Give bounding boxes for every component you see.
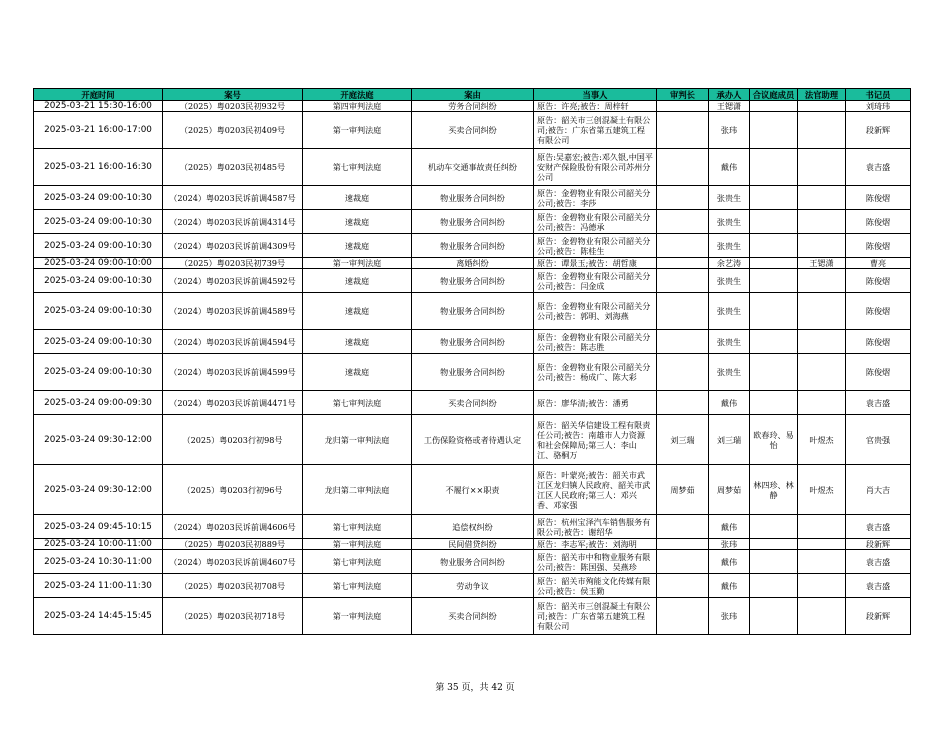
table-row: [34, 330, 911, 354]
cell-chief-judge: [657, 354, 709, 391]
cell-handler: 张玮: [709, 112, 750, 149]
cell-courtroom: 第四审判法庭: [303, 101, 412, 112]
table-row: [34, 515, 911, 539]
cell-chief-judge: [657, 330, 709, 354]
cell-courtroom: 第七审判法庭: [303, 515, 412, 539]
cell-courtroom: 速裁庭: [303, 293, 412, 330]
cell-time: 2025-03-24 09:30-12:00: [34, 465, 163, 515]
table-row: [34, 234, 911, 258]
cell-courtroom: 第一审判法庭: [303, 258, 412, 269]
cell-handler: 戴伟: [709, 515, 750, 539]
cell-case-number: （2025）粤0203民初889号: [163, 539, 303, 550]
cell-case-number: （2025）粤0203行初96号: [163, 465, 303, 515]
cell-parties: 原告:吴嘉宏;被告:邓久银,中国平安财产保险股份有限公司苏州分公司: [534, 149, 657, 186]
cell-clerk: 段新辉: [846, 112, 911, 149]
cell-handler: 余艺涛: [709, 258, 750, 269]
cell-panel: [750, 574, 798, 598]
col-header-clerk: 书记员: [846, 89, 911, 101]
cell-panel: 欧春玲、易怡: [750, 415, 798, 465]
cell-panel: [750, 598, 798, 635]
cell-cause: 物业服务合同纠纷: [412, 293, 534, 330]
table-row: [34, 112, 911, 149]
cell-case-number: （2024）粤0203民诉前调4587号: [163, 186, 303, 210]
cell-time: 2025-03-24 10:30-11:00: [34, 550, 163, 574]
cell-assistant: [798, 598, 846, 635]
cell-parties: 原告：许亮;被告：周梓轩: [534, 101, 657, 112]
col-header-parties: 当事人: [534, 89, 657, 101]
cell-handler: 周梦茹: [709, 465, 750, 515]
cell-panel: [750, 539, 798, 550]
cell-clerk: 段新辉: [846, 539, 911, 550]
cell-parties: 原告：金碧物业有限公司韶关分公司;被告：李莎: [534, 186, 657, 210]
cell-case-number: （2024）粤0203民诉前调4471号: [163, 391, 303, 415]
cell-assistant: [798, 515, 846, 539]
cell-time: 2025-03-21 16:00-17:00: [34, 112, 163, 149]
cell-courtroom: 第七审判法庭: [303, 391, 412, 415]
cell-assistant: [798, 391, 846, 415]
cell-handler: 张玮: [709, 539, 750, 550]
cell-cause: 物业服务合同纠纷: [412, 210, 534, 234]
cell-cause: 物业服务合同纠纷: [412, 354, 534, 391]
cell-cause: 不履行××职责: [412, 465, 534, 515]
cell-panel: 林四珍、林静: [750, 465, 798, 515]
cell-panel: [750, 186, 798, 210]
cell-courtroom: 第一审判法庭: [303, 598, 412, 635]
cell-case-number: （2024）粤0203民诉前调4606号: [163, 515, 303, 539]
cell-handler: 张贵生: [709, 234, 750, 258]
cell-assistant: [798, 330, 846, 354]
cell-time: 2025-03-24 10:00-11:00: [34, 539, 163, 550]
cell-clerk: 袁吉盛: [846, 574, 911, 598]
cell-handler: 戴伟: [709, 149, 750, 186]
cell-courtroom: 第一审判法庭: [303, 112, 412, 149]
cell-clerk: 袁吉盛: [846, 391, 911, 415]
cell-panel: [750, 101, 798, 112]
cell-case-number: （2024）粤0203民诉前调4607号: [163, 550, 303, 574]
cell-cause: 买卖合同纠纷: [412, 598, 534, 635]
cell-clerk: 陈俊熠: [846, 269, 911, 293]
cell-assistant: [798, 101, 846, 112]
cell-chief-judge: [657, 258, 709, 269]
cell-parties: 原告：叶蒙亮;被告：韶关市武江区龙归镇人民政府、韶关市武江区人民政府;第三人：邓兴香、邓家强: [534, 465, 657, 515]
cell-chief-judge: [657, 293, 709, 330]
cell-panel: [750, 149, 798, 186]
table-row: [34, 415, 911, 465]
cell-parties: 原告：杭州宝泽汽车销售服务有限公司;被告：谢绍华: [534, 515, 657, 539]
cell-chief-judge: [657, 539, 709, 550]
table-row: [34, 210, 911, 234]
cell-case-number: （2024）粤0203民诉前调4589号: [163, 293, 303, 330]
cell-clerk: 曹亮: [846, 258, 911, 269]
table-row: [34, 539, 911, 550]
cell-panel: [750, 112, 798, 149]
cell-chief-judge: [657, 101, 709, 112]
cell-assistant: 叶煜杰: [798, 465, 846, 515]
cell-assistant: [798, 293, 846, 330]
cell-time: 2025-03-24 09:00-10:30: [34, 293, 163, 330]
cell-courtroom: 速裁庭: [303, 269, 412, 293]
cell-courtroom: 龙归第二审判法庭: [303, 465, 412, 515]
cell-assistant: [798, 550, 846, 574]
cell-time: 2025-03-24 09:00-10:30: [34, 269, 163, 293]
table-row: [34, 550, 911, 574]
cell-courtroom: 第七审判法庭: [303, 574, 412, 598]
cell-case-number: （2025）粤0203民初708号: [163, 574, 303, 598]
cell-clerk: 陈俊熠: [846, 330, 911, 354]
cell-cause: 买卖合同纠纷: [412, 112, 534, 149]
cell-chief-judge: 刘三瑞: [657, 415, 709, 465]
cell-handler: 王锶潇: [709, 101, 750, 112]
cell-assistant: 叶煜杰: [798, 415, 846, 465]
cell-courtroom: 第一审判法庭: [303, 539, 412, 550]
col-header-courtroom: 开庭法庭: [303, 89, 412, 101]
cell-handler: 张贵生: [709, 293, 750, 330]
cell-handler: 张贵生: [709, 186, 750, 210]
cell-panel: [750, 258, 798, 269]
cell-clerk: 肖大吉: [846, 465, 911, 515]
cell-assistant: [798, 112, 846, 149]
cell-clerk: 陈俊熠: [846, 354, 911, 391]
cell-chief-judge: [657, 515, 709, 539]
cell-case-number: （2025）粤0203民初739号: [163, 258, 303, 269]
cell-handler: 戴伟: [709, 550, 750, 574]
cell-clerk: 袁吉盛: [846, 515, 911, 539]
table-row: [34, 354, 911, 391]
cell-panel: [750, 234, 798, 258]
cell-time: 2025-03-24 09:00-10:00: [34, 258, 163, 269]
cell-time: 2025-03-24 09:00-09:30: [34, 391, 163, 415]
cell-parties: 原告：谭景玉;被告：胡哲康: [534, 258, 657, 269]
cell-parties: 原告：金碧物业有限公司韶关分公司;被告：冯德承: [534, 210, 657, 234]
cell-clerk: 段新辉: [846, 598, 911, 635]
cell-time: 2025-03-24 14:45-15:45: [34, 598, 163, 635]
col-header-assistant: 法官助理: [798, 89, 846, 101]
cell-cause: 民间借贷纠纷: [412, 539, 534, 550]
cell-chief-judge: 周梦茹: [657, 465, 709, 515]
cell-assistant: [798, 149, 846, 186]
col-header-chief-judge: 审判长: [657, 89, 709, 101]
cell-case-number: （2025）粤0203行初98号: [163, 415, 303, 465]
cell-parties: 原告：廖华清;被告：潘勇: [534, 391, 657, 415]
cell-courtroom: 龙归第一审判法庭: [303, 415, 412, 465]
cell-panel: [750, 550, 798, 574]
cell-handler: 戴伟: [709, 574, 750, 598]
cell-assistant: [798, 234, 846, 258]
table-row: [34, 101, 911, 112]
cell-handler: 张贵生: [709, 330, 750, 354]
cell-chief-judge: [657, 391, 709, 415]
col-header-panel: 合议庭成员: [750, 89, 798, 101]
cell-cause: 劳务合同纠纷: [412, 101, 534, 112]
cell-time: 2025-03-24 09:00-10:30: [34, 234, 163, 258]
cell-handler: 张玮: [709, 598, 750, 635]
cell-assistant: [798, 574, 846, 598]
cell-case-number: （2024）粤0203民诉前调4592号: [163, 269, 303, 293]
cell-cause: 机动车交通事故责任纠纷: [412, 149, 534, 186]
table-header-row: [34, 89, 911, 101]
cell-chief-judge: [657, 186, 709, 210]
cell-chief-judge: [657, 574, 709, 598]
cell-chief-judge: [657, 598, 709, 635]
cell-parties: 原告：韶关市中和物业服务有限公司;被告：陈国强、吴燕珍: [534, 550, 657, 574]
cell-panel: [750, 391, 798, 415]
cell-courtroom: 速裁庭: [303, 330, 412, 354]
cell-handler: 张贵生: [709, 354, 750, 391]
cell-chief-judge: [657, 234, 709, 258]
cell-clerk: 陈俊熠: [846, 293, 911, 330]
cell-handler: 张贵生: [709, 269, 750, 293]
cell-case-number: （2024）粤0203民诉前调4599号: [163, 354, 303, 391]
cell-chief-judge: [657, 550, 709, 574]
cell-case-number: （2025）粤0203民初409号: [163, 112, 303, 149]
cell-handler: 刘三瑞: [709, 415, 750, 465]
cell-panel: [750, 210, 798, 234]
cell-assistant: [798, 354, 846, 391]
cell-clerk: 刘琦玮: [846, 101, 911, 112]
table-row: [34, 258, 911, 269]
col-header-cause: 案由: [412, 89, 534, 101]
cell-time: 2025-03-24 09:30-12:00: [34, 415, 163, 465]
cell-panel: [750, 330, 798, 354]
table-row: [34, 269, 911, 293]
cell-time: 2025-03-21 15:30-16:00: [34, 101, 163, 112]
cell-courtroom: 速裁庭: [303, 234, 412, 258]
cell-case-number: （2024）粤0203民诉前调4314号: [163, 210, 303, 234]
cell-case-number: （2025）粤0203民初718号: [163, 598, 303, 635]
cell-parties: 原告：金碧物业有限公司韶关分公司;被告：陈志胜: [534, 330, 657, 354]
cell-courtroom: 速裁庭: [303, 354, 412, 391]
cell-handler: 张贵生: [709, 210, 750, 234]
table-row: [34, 149, 911, 186]
table-row: [34, 186, 911, 210]
cell-cause: 劳动争议: [412, 574, 534, 598]
cell-panel: [750, 269, 798, 293]
cell-time: 2025-03-24 11:00-11:30: [34, 574, 163, 598]
cell-assistant: [798, 539, 846, 550]
cell-clerk: 袁吉盛: [846, 149, 911, 186]
cell-case-number: （2024）粤0203民诉前调4594号: [163, 330, 303, 354]
cell-cause: 物业服务合同纠纷: [412, 269, 534, 293]
cell-panel: [750, 354, 798, 391]
cell-time: 2025-03-24 09:00-10:30: [34, 330, 163, 354]
table-row: [34, 465, 911, 515]
col-header-case-number: 案号: [163, 89, 303, 101]
cell-panel: [750, 515, 798, 539]
cell-cause: 物业服务合同纠纷: [412, 550, 534, 574]
cell-assistant: [798, 269, 846, 293]
cell-chief-judge: [657, 210, 709, 234]
cell-time: 2025-03-24 09:00-10:30: [34, 186, 163, 210]
cell-parties: 原告：韶关市三创混凝土有限公司;被告：广东省第五建筑工程有限公司: [534, 112, 657, 149]
cell-assistant: 王锶潇: [798, 258, 846, 269]
cell-case-number: （2024）粤0203民诉前调4309号: [163, 234, 303, 258]
cell-parties: 原告：金碧物业有限公司韶关分公司;被告：郭明、刘海燕: [534, 293, 657, 330]
col-header-time: 开庭时间: [34, 89, 163, 101]
cell-courtroom: 第七审判法庭: [303, 149, 412, 186]
table-row: [34, 598, 911, 635]
cell-case-number: （2025）粤0203民初485号: [163, 149, 303, 186]
cell-courtroom: 第七审判法庭: [303, 550, 412, 574]
cell-clerk: 陈俊熠: [846, 234, 911, 258]
hearing-schedule-table: [33, 88, 911, 635]
cell-clerk: 陈俊熠: [846, 186, 911, 210]
cell-clerk: 官贵强: [846, 415, 911, 465]
cell-time: 2025-03-24 09:45-10:15: [34, 515, 163, 539]
cell-parties: 原告：李志军;被告：刘海明: [534, 539, 657, 550]
table-row: [34, 391, 911, 415]
cell-chief-judge: [657, 269, 709, 293]
cell-cause: 追偿权纠纷: [412, 515, 534, 539]
cell-cause: 物业服务合同纠纷: [412, 186, 534, 210]
cell-cause: 物业服务合同纠纷: [412, 234, 534, 258]
cell-parties: 原告：韶关市殉能文化传媒有限公司;被告：侯玉勤: [534, 574, 657, 598]
cell-chief-judge: [657, 149, 709, 186]
cell-time: 2025-03-21 16:00-16:30: [34, 149, 163, 186]
cell-cause: 物业服务合同纠纷: [412, 330, 534, 354]
cell-time: 2025-03-24 09:00-10:30: [34, 210, 163, 234]
cell-assistant: [798, 210, 846, 234]
cell-panel: [750, 293, 798, 330]
cell-courtroom: 速裁庭: [303, 186, 412, 210]
cell-courtroom: 速裁庭: [303, 210, 412, 234]
table-row: [34, 293, 911, 330]
hearing-schedule-sheet: [33, 88, 910, 635]
cell-chief-judge: [657, 112, 709, 149]
cell-cause: 工伤保险资格或者待遇认定: [412, 415, 534, 465]
cell-parties: 原告：韶关华信建设工程有限责任公司;被告：南雄市人力资源和社会保障局;第三人：李山江、骆桐万: [534, 415, 657, 465]
cell-cause: 离婚纠纷: [412, 258, 534, 269]
table-row: [34, 574, 911, 598]
cell-clerk: 陈俊熠: [846, 210, 911, 234]
cell-parties: 原告：金碧物业有限公司韶关分公司;被告：闫金成: [534, 269, 657, 293]
cell-cause: 买卖合同纠纷: [412, 391, 534, 415]
cell-time: 2025-03-24 09:00-10:30: [34, 354, 163, 391]
page-footer: 第 35 页，共 42 页: [435, 683, 515, 693]
col-header-handler: 承办人: [709, 89, 750, 101]
cell-assistant: [798, 186, 846, 210]
cell-case-number: （2025）粤0203民初932号: [163, 101, 303, 112]
cell-clerk: 袁吉盛: [846, 550, 911, 574]
cell-parties: 原告：金碧物业有限公司韶关分公司;被告：陈桂生: [534, 234, 657, 258]
cell-parties: 原告：金碧物业有限公司韶关分公司;被告：杨成广、陈大彩: [534, 354, 657, 391]
cell-handler: 戴伟: [709, 391, 750, 415]
cell-parties: 原告：韶关市三创混凝土有限公司;被告：广东省第五建筑工程有限公司: [534, 598, 657, 635]
